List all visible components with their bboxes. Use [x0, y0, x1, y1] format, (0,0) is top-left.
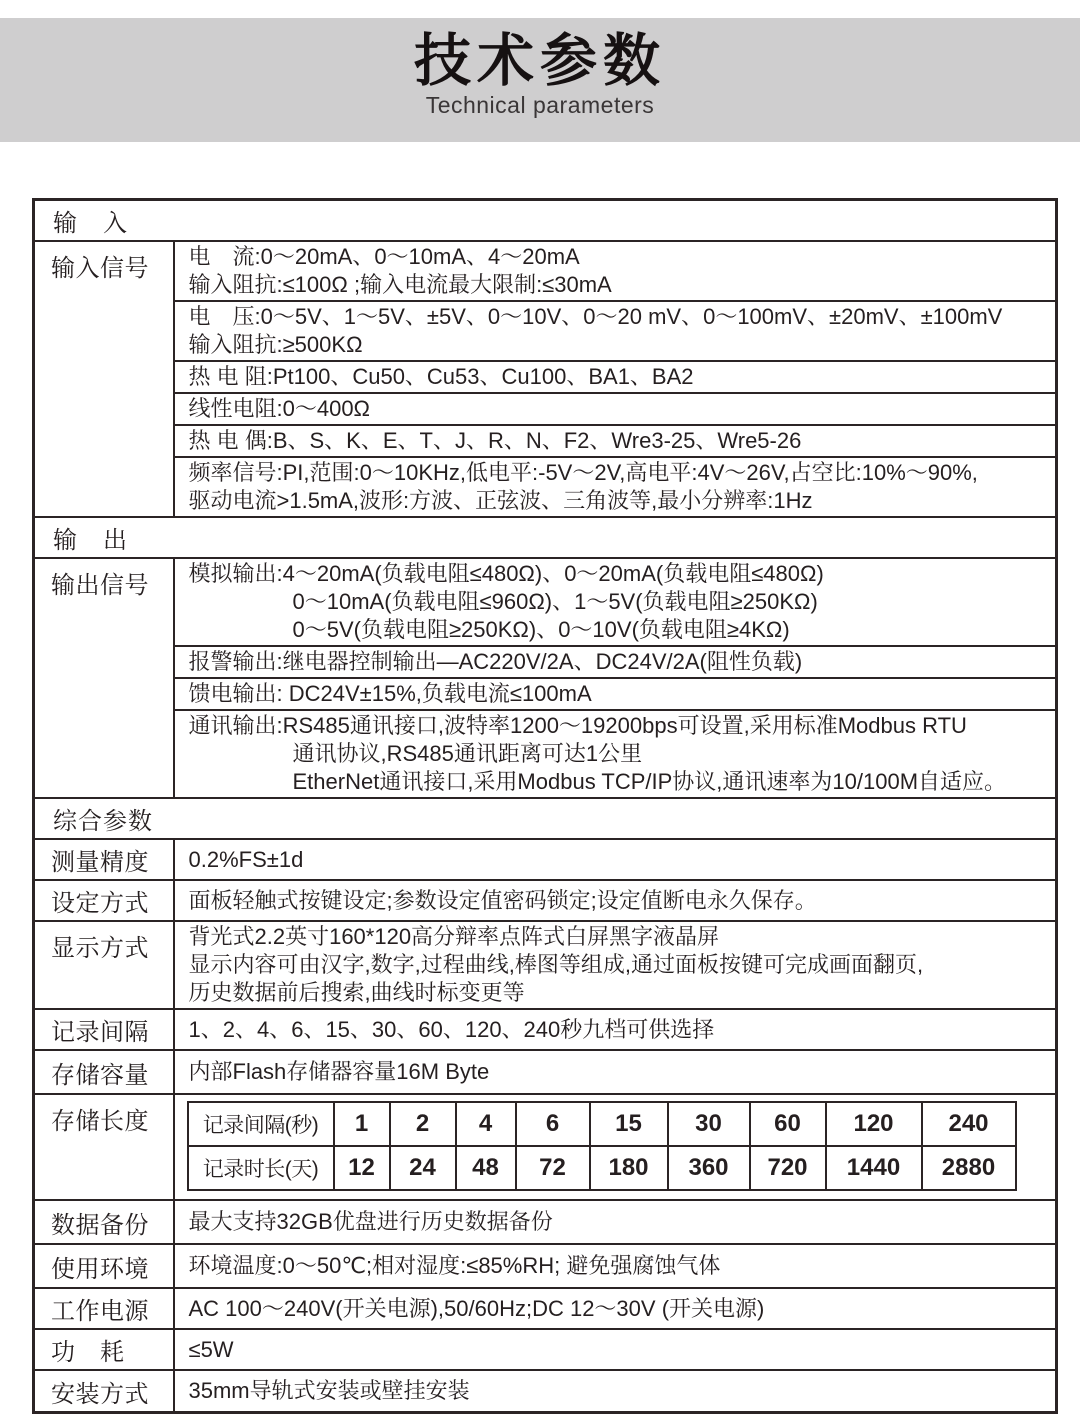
storage-cell: 72: [516, 1146, 590, 1190]
section-row-output: [34, 517, 1057, 558]
row-content: [174, 1370, 1057, 1413]
spec-line: 历史数据前后搜索,曲线时标变更等: [188, 980, 525, 1005]
row-content: [174, 1009, 1057, 1050]
spec-line: 报警输出:继电器控制输出—AC220V/2A、DC24V/2A(阻性负载): [188, 649, 803, 674]
row-label: 数据备份: [34, 1200, 174, 1244]
storage-cell: 48: [456, 1146, 516, 1190]
row-content: [174, 558, 1057, 798]
subrow: [175, 845, 1056, 875]
page-title: 技术参数: [414, 29, 666, 93]
row-label: 测量精度: [34, 839, 174, 880]
spec-line: 热 电 阻:Pt100、Cu50、Cu53、Cu100、BA1、BA2: [188, 364, 694, 389]
subrow-alarm-output: [175, 645, 1056, 677]
subrow: [175, 1207, 1056, 1237]
spec-line: 背光式2.2英寸160*120高分辩率点阵式白屏黑字液晶屏: [188, 924, 720, 949]
param-row-installation: [34, 1370, 1057, 1413]
storage-cell: 120: [826, 1102, 922, 1146]
param-row-data-backup: [34, 1200, 1057, 1244]
storage-table: [187, 1101, 1017, 1191]
spec-line: 通讯输出:RS485通讯接口,波特率1200～19200bps可设置,采用标准Modbus RTU: [188, 713, 967, 738]
subrow: [175, 1376, 1056, 1406]
subrow-voltage: [175, 300, 1056, 360]
storage-header: 记录间隔(秒): [188, 1102, 334, 1146]
spec-line: 35mm导轨式安装或壁挂安装: [188, 1378, 470, 1403]
subrow-feed-output: [175, 677, 1056, 709]
row-label: 输入信号: [34, 241, 174, 517]
param-row-environment: [34, 1244, 1057, 1288]
subrow: [175, 1251, 1056, 1281]
param-row-storage-capacity: [34, 1050, 1057, 1094]
spec-line: AC 100～240V(开关电源),50/60Hz;DC 12～30V (开关电源): [188, 1295, 765, 1321]
row-label: 显示方式: [34, 921, 174, 1009]
subrow-frequency: [175, 456, 1056, 516]
param-row-input-signal: [34, 241, 1057, 517]
row-label: 存储容量: [34, 1050, 174, 1094]
subrow-thermocouple: [175, 424, 1056, 456]
spec-line: 输入阻抗:≤100Ω ;输入电流最大限制:≤30mA: [188, 272, 612, 297]
row-content: [174, 1288, 1057, 1329]
spec-line: 最大支持32GB优盘进行历史数据备份: [188, 1209, 553, 1234]
storage-cell: 720: [750, 1146, 826, 1190]
storage-cell: 2880: [922, 1146, 1016, 1190]
section-label: 输 入: [34, 200, 1057, 242]
subrow: [175, 1294, 1056, 1324]
param-row-storage-length: [34, 1094, 1057, 1200]
section-label: 综合参数: [34, 798, 1057, 839]
row-label: 功 耗: [34, 1329, 174, 1370]
param-row-power-supply: [34, 1288, 1057, 1329]
storage-cell: 2: [390, 1102, 456, 1146]
row-content: [174, 1244, 1057, 1288]
spec-line: 输入阻抗:≥500KΩ: [188, 332, 363, 357]
spec-line: 通讯协议,RS485通讯距离可达1公里: [292, 741, 643, 766]
spec-line: 热 电 偶:B、S、K、E、T、J、R、N、F2、Wre3-25、Wre5-26: [188, 428, 802, 453]
spec-line: 驱动电流>1.5mA,波形:方波、正弦波、三角波等,最小分辨率:1Hz: [188, 488, 813, 513]
row-content: [174, 1329, 1057, 1370]
spec-table: [32, 198, 1058, 1414]
param-row-accuracy: [34, 839, 1057, 880]
row-content: [174, 1050, 1057, 1094]
spec-line: EtherNet通讯接口,采用Modbus TCP/IP协议,通讯速率为10/100M自适应。: [292, 769, 1007, 794]
subrow-comm-output: [175, 709, 1056, 797]
storage-interval-row: [188, 1102, 1016, 1146]
subrow: [175, 1015, 1056, 1045]
spec-line: 0～5V(负载电阻≥250KΩ)、0～10V(负载电阻≥4KΩ): [292, 617, 790, 642]
param-row-display: [34, 921, 1057, 1009]
param-row-setting: [34, 880, 1057, 921]
section-label: 输 出: [34, 517, 1057, 558]
section-row-input: [34, 200, 1057, 242]
row-content: [174, 921, 1057, 1009]
spec-line: ≤5W: [188, 1336, 234, 1362]
spec-line: 电 流:0～20mA、0～10mA、4～20mA: [188, 244, 580, 269]
row-label: 存储长度: [34, 1094, 174, 1200]
spec-line: 馈电输出: DC24V±15%,负载电流≤100mA: [188, 681, 592, 706]
spec-line: 1、2、4、6、15、30、60、120、240秒九档可供选择: [188, 1016, 715, 1042]
subrow: [175, 1335, 1056, 1365]
storage-cell: 360: [668, 1146, 750, 1190]
spec-line: 内部Flash存储器容量16M Byte: [188, 1059, 490, 1084]
row-content: [174, 839, 1057, 880]
storage-cell: 180: [590, 1146, 668, 1190]
storage-cell: 30: [668, 1102, 750, 1146]
storage-cell: 15: [590, 1102, 668, 1146]
param-row-power-consumption: [34, 1329, 1057, 1370]
subrow-current: [175, 242, 1056, 300]
storage-cell: 24: [390, 1146, 456, 1190]
row-label: 设定方式: [34, 880, 174, 921]
row-label: 工作电源: [34, 1288, 174, 1329]
storage-header: 记录时长(天): [188, 1146, 334, 1190]
subrow: [175, 886, 1056, 916]
spec-line: 面板轻触式按键设定;参数设定值密码锁定;设定值断电永久保存。: [188, 887, 817, 913]
row-content: [174, 1094, 1057, 1200]
spec-line: 0.2%FS±1d: [188, 846, 304, 872]
storage-cell: 60: [750, 1102, 826, 1146]
row-label: 使用环境: [34, 1244, 174, 1288]
storage-cell: 1: [334, 1102, 390, 1146]
row-label: 记录间隔: [34, 1009, 174, 1050]
page-subtitle: Technical parameters: [425, 92, 655, 118]
storage-cell: 240: [922, 1102, 1016, 1146]
subrow: [175, 1057, 1056, 1087]
row-label: 输出信号: [34, 558, 174, 798]
section-row-general: [34, 798, 1057, 839]
spec-line: 线性电阻:0～400Ω: [188, 396, 371, 421]
subrow-rtd: [175, 360, 1056, 392]
storage-table-wrap: [175, 1095, 1056, 1199]
storage-cell: 12: [334, 1146, 390, 1190]
spec-line: 电 压:0～5V、1～5V、±5V、0～10V、0～20 mV、0～100mV、±20mV、±100mV: [188, 304, 1003, 329]
subrow-linear-resistance: [175, 392, 1056, 424]
storage-cell: 1440: [826, 1146, 922, 1190]
row-label: 安装方式: [34, 1370, 174, 1413]
param-row-output-signal: [34, 558, 1057, 798]
spec-line: 0～10mA(负载电阻≤960Ω)、1～5V(负载电阻≥250KΩ): [292, 589, 818, 614]
storage-cell: 6: [516, 1102, 590, 1146]
spec-line: 显示内容可由汉字,数字,过程曲线,棒图等组成,通过面板按键可完成画面翻页,: [188, 952, 924, 977]
title-band: [0, 18, 1080, 142]
row-content: [174, 1200, 1057, 1244]
storage-duration-row: [188, 1146, 1016, 1190]
spec-line: 模拟输出:4～20mA(负载电阻≤480Ω)、0～20mA(负载电阻≤480Ω): [188, 561, 824, 586]
storage-cell: 4: [456, 1102, 516, 1146]
subrow-analog-output: [175, 559, 1056, 645]
row-content: [174, 241, 1057, 517]
spec-line: 环境温度:0～50℃;相对湿度:≤85%RH; 避免强腐蚀气体: [188, 1253, 721, 1278]
spec-line: 频率信号:PI,范围:0～10KHz,低电平:-5V～2V,高电平:4V～26V,占空比:10%～90%,: [188, 460, 978, 485]
subrow: [175, 922, 1056, 1008]
param-row-record-interval: [34, 1009, 1057, 1050]
row-content: [174, 880, 1057, 921]
